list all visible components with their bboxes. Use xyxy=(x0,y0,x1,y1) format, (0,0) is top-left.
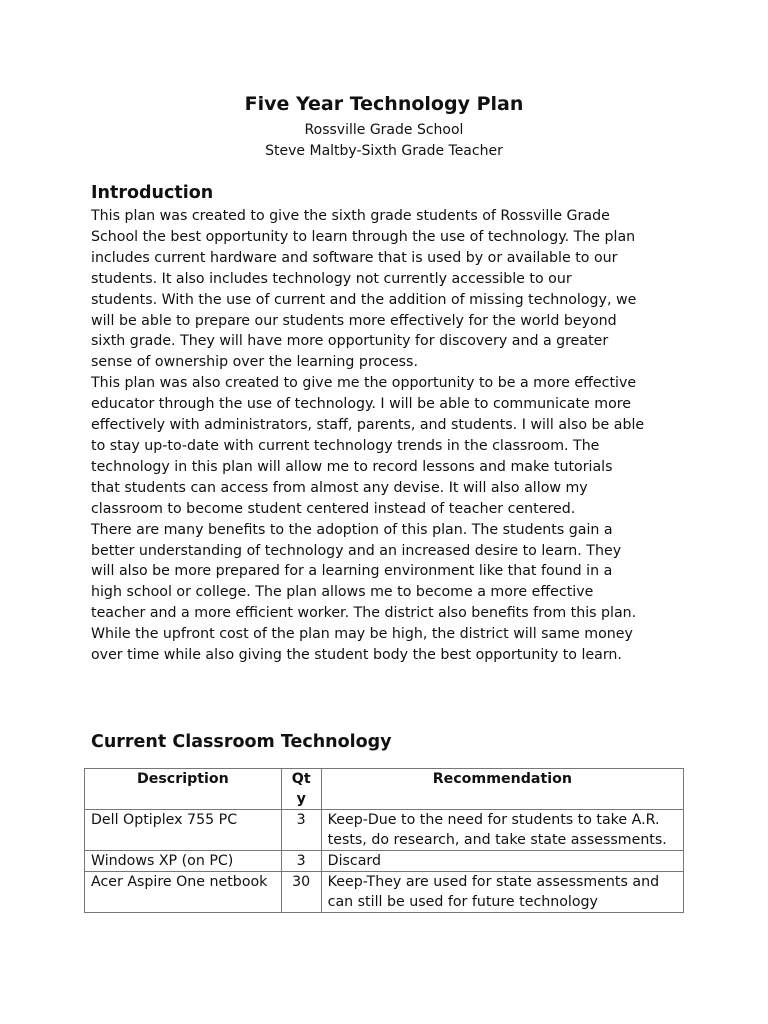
table-row xyxy=(85,851,684,872)
current-technology-table xyxy=(84,768,684,913)
row-recommendation: Keep-Due to the need for students to take A.R. tests, do research, and take state assessments. xyxy=(321,810,683,851)
current-technology-heading: Current Classroom Technology xyxy=(91,732,392,752)
row-qty: 30 xyxy=(281,872,321,913)
row-description: Acer Aspire One netbook xyxy=(85,872,282,913)
row-qty: 3 xyxy=(281,810,321,851)
introduction-body xyxy=(91,206,681,666)
row-recommendation: Keep-They are used for state assessments and can still be used for future technology xyxy=(321,872,683,913)
table-row xyxy=(85,810,684,851)
row-description: Windows XP (on PC) xyxy=(85,851,282,872)
qty-header: Qt y xyxy=(281,769,321,810)
intro-paragraph-2: This plan was also created to give me the opportunity to be a more effective educator through the use of technology. I will be able to communicate more effectively with administrators, staff, parents, and students. I will also be able to stay up-to-date with current technology trends in the classroom. The technology in this plan will allow me to record lessons and make tutorials that students can access from almost any devise. It will also allow my classroom to become student centered instead of teacher centered. xyxy=(91,375,645,517)
table-header-row xyxy=(85,769,684,810)
intro-paragraph-3: There are many benefits to the adoption of this plan. The students gain a better understanding of technology and an increased desire to learn. They will also be more prepared for a learning environment like that found in a high school or college. The plan allows me to become a more effective teacher and a more efficient worker. The district also benefits from this plan. While the upfront cost of the plan may be high, the district will same money over time while also giving the student body the best opportunity to learn. xyxy=(91,521,637,664)
table-row xyxy=(85,872,684,913)
row-recommendation: Discard xyxy=(321,851,683,872)
intro-paragraph-1: This plan was created to give the sixth grade students of Rossville Grade School the best opportunity to learn through the use of technology. The plan includes current hardware and software that is used by or available to our students. It also includes technology not currently accessible to our students. With the use of current and the addition of missing technology, we will be able to prepare our students more effectively for the world beyond sixth grade. They will have more opportunity for discovery and a greater sense of ownership over the learning process. xyxy=(91,208,637,371)
author-line: Steve Maltby-Sixth Grade Teacher xyxy=(265,143,503,159)
recommendation-header: Recommendation xyxy=(321,769,683,810)
row-qty: 3 xyxy=(281,851,321,872)
document-title: Five Year Technology Plan xyxy=(244,93,524,115)
row-description: Dell Optiplex 755 PC xyxy=(85,810,282,851)
school-name: Rossville Grade School xyxy=(304,122,464,138)
description-header: Description xyxy=(85,769,282,810)
introduction-heading: Introduction xyxy=(91,183,214,203)
